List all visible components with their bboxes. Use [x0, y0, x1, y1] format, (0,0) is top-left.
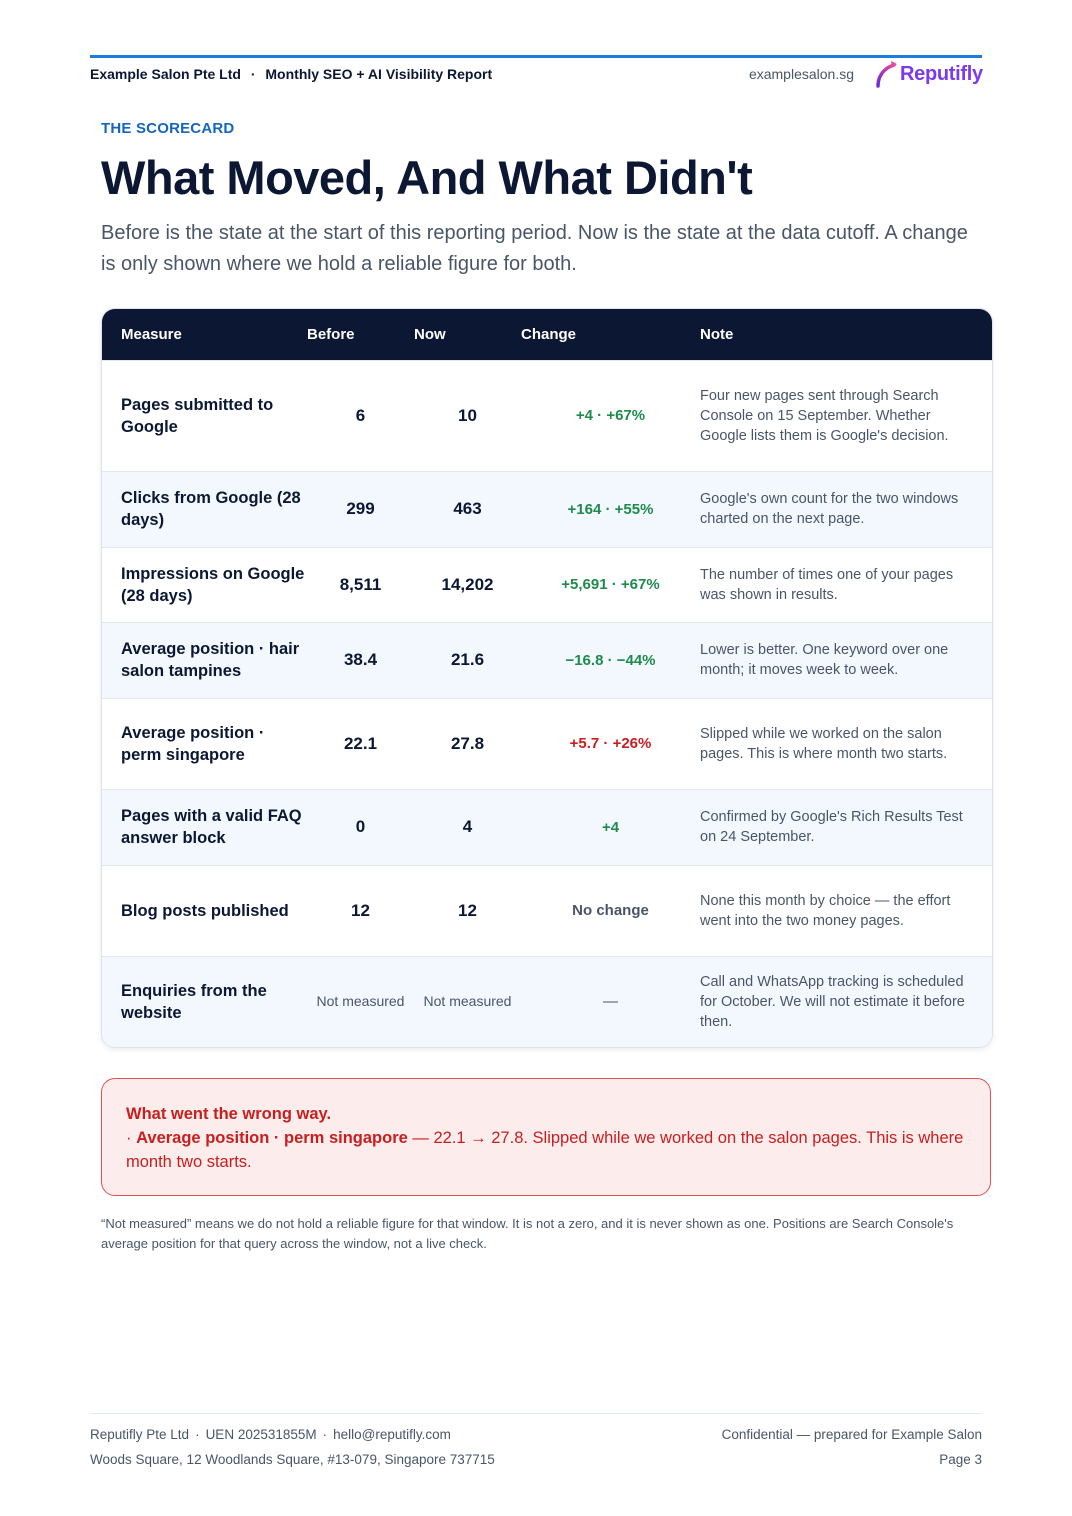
cell-change: −16.8 · −44% [565, 651, 656, 669]
cell-before: Not measured [316, 993, 405, 1010]
cell-now: 27.8 [450, 733, 485, 753]
header-rule [90, 55, 982, 58]
table-row [102, 698, 992, 789]
cell-before: 0 [355, 817, 366, 836]
cell-note: Google's own count for the two windows charted on the next page. [700, 491, 959, 527]
footer-company-line [90, 1427, 451, 1442]
cell-measure: Pages submitted to Google [121, 395, 274, 436]
cell-change: No change [572, 902, 649, 919]
table-row [102, 547, 992, 622]
cell-change: — [603, 993, 618, 1011]
cell-change: +5,691 · +67% [561, 576, 660, 593]
cell-measure: Blog posts published [121, 901, 289, 920]
cell-measure: Enquiries from the website [121, 981, 267, 1022]
header-before: Before [307, 325, 355, 343]
alert-bullet: · [126, 1129, 132, 1147]
cell-now: 14,202 [441, 574, 494, 594]
cell-note: Call and WhatsApp tracking is scheduled for October. We will not estimate it before then. [700, 973, 965, 1030]
footnote: “Not measured” means we do not hold a reliable figure for that window. It is not a zero, and it is never shown as one. Positions are Search Console's average position for that query across the window, not a live check. [101, 1216, 954, 1251]
cell-measure: Average position · hair salon tampines [121, 640, 300, 680]
cell-before: 12 [351, 900, 370, 920]
logo-swoosh-icon [874, 60, 898, 88]
table-row [102, 956, 992, 1047]
table-header-row [102, 309, 992, 360]
cell-before: 22.1 [343, 733, 378, 753]
footer-address: Woods Square, 12 Woodlands Square, #13-079, Singapore 737715 [90, 1452, 495, 1467]
cell-note: Slipped while we worked on the salon pages. This is where month two starts. [700, 725, 948, 762]
cell-now: 21.6 [450, 650, 485, 669]
table-row [102, 865, 992, 956]
header-measure: Measure [121, 325, 182, 343]
table-row [102, 360, 992, 471]
header-note: Note [700, 325, 734, 343]
header-report-title: Monthly SEO + AI Visibility Report [265, 66, 493, 82]
header-company: Example Salon Pte Ltd [90, 66, 241, 82]
cell-measure: Average position · perm singapore [121, 723, 265, 764]
header-change: Change [521, 325, 577, 343]
cell-change: +164 · +55% [567, 500, 654, 518]
footer-email: hello@reputifly.com [333, 1427, 451, 1442]
cell-note: Confirmed by Google's Rich Results Test on 24 September. [700, 809, 963, 845]
cell-measure: Impressions on Google (28 days) [121, 564, 305, 605]
cell-change: +5.7 · +26% [569, 735, 652, 752]
footer-uen: UEN 202531855M [205, 1427, 317, 1442]
cell-now: Not measured [423, 993, 512, 1010]
alert-item-name: Average position · perm singapore [136, 1129, 408, 1147]
header-separator: · [250, 66, 256, 82]
alert-title: What went the wrong way. [126, 1105, 332, 1123]
footer-rule [90, 1413, 982, 1414]
footer-separator: · [195, 1427, 200, 1442]
cell-before: 6 [355, 405, 366, 425]
header-title [90, 66, 492, 82]
wrong-way-alert [101, 1078, 991, 1196]
header-domain: examplesalon.sg [748, 66, 854, 82]
cell-note: The number of times one of your pages was shown in results. [700, 566, 954, 603]
header-now: Now [414, 325, 446, 343]
footer-page-number: Page 3 [939, 1452, 982, 1467]
cell-change: +4 [601, 818, 620, 836]
cell-now: 4 [462, 817, 473, 836]
cell-change: +4 · +67% [575, 407, 646, 424]
cell-now: 12 [458, 900, 477, 920]
reputifly-logo [874, 59, 983, 89]
footer-separator: · [322, 1427, 328, 1442]
cell-before: 38.4 [343, 650, 378, 669]
alert-item-text: — 22.1 → 27.8. Slipped while we worked on the salon pages. This is where month two starts. [126, 1129, 964, 1171]
cell-note: None this month by choice — the effort went into the two money pages. [700, 892, 951, 929]
section-eyebrow: THE SCORECARD [101, 120, 235, 137]
cell-measure: Clicks from Google (28 days) [121, 489, 301, 529]
cell-note: Lower is better. One keyword over one month; it moves week to week. [700, 642, 949, 678]
page-title: What Moved, And What Didn't [101, 151, 753, 204]
table-row [102, 622, 992, 698]
cell-before: 299 [346, 499, 375, 518]
table-row [102, 471, 992, 547]
cell-now: 463 [453, 499, 482, 518]
footer-company: Reputifly Pte Ltd [90, 1427, 190, 1442]
cell-before: 8,511 [339, 574, 382, 594]
scorecard-table [101, 308, 993, 1048]
section-lede: Before is the state at the start of this reporting period. Now is the state at the data cutoff. A change is only shown where we hold a reliable figure for both. [101, 222, 968, 275]
footer-confidential: Confidential — prepared for Example Salon [721, 1427, 982, 1442]
cell-measure: Pages with a valid FAQ answer block [121, 807, 302, 847]
alert-item [126, 1126, 966, 1174]
cell-now: 10 [458, 405, 477, 425]
logo-text: Reputifly [900, 62, 983, 85]
cell-note: Four new pages sent through Search Console on 15 September. Whether Google lists them is Google's decision. [700, 387, 949, 444]
table-row [102, 789, 992, 865]
